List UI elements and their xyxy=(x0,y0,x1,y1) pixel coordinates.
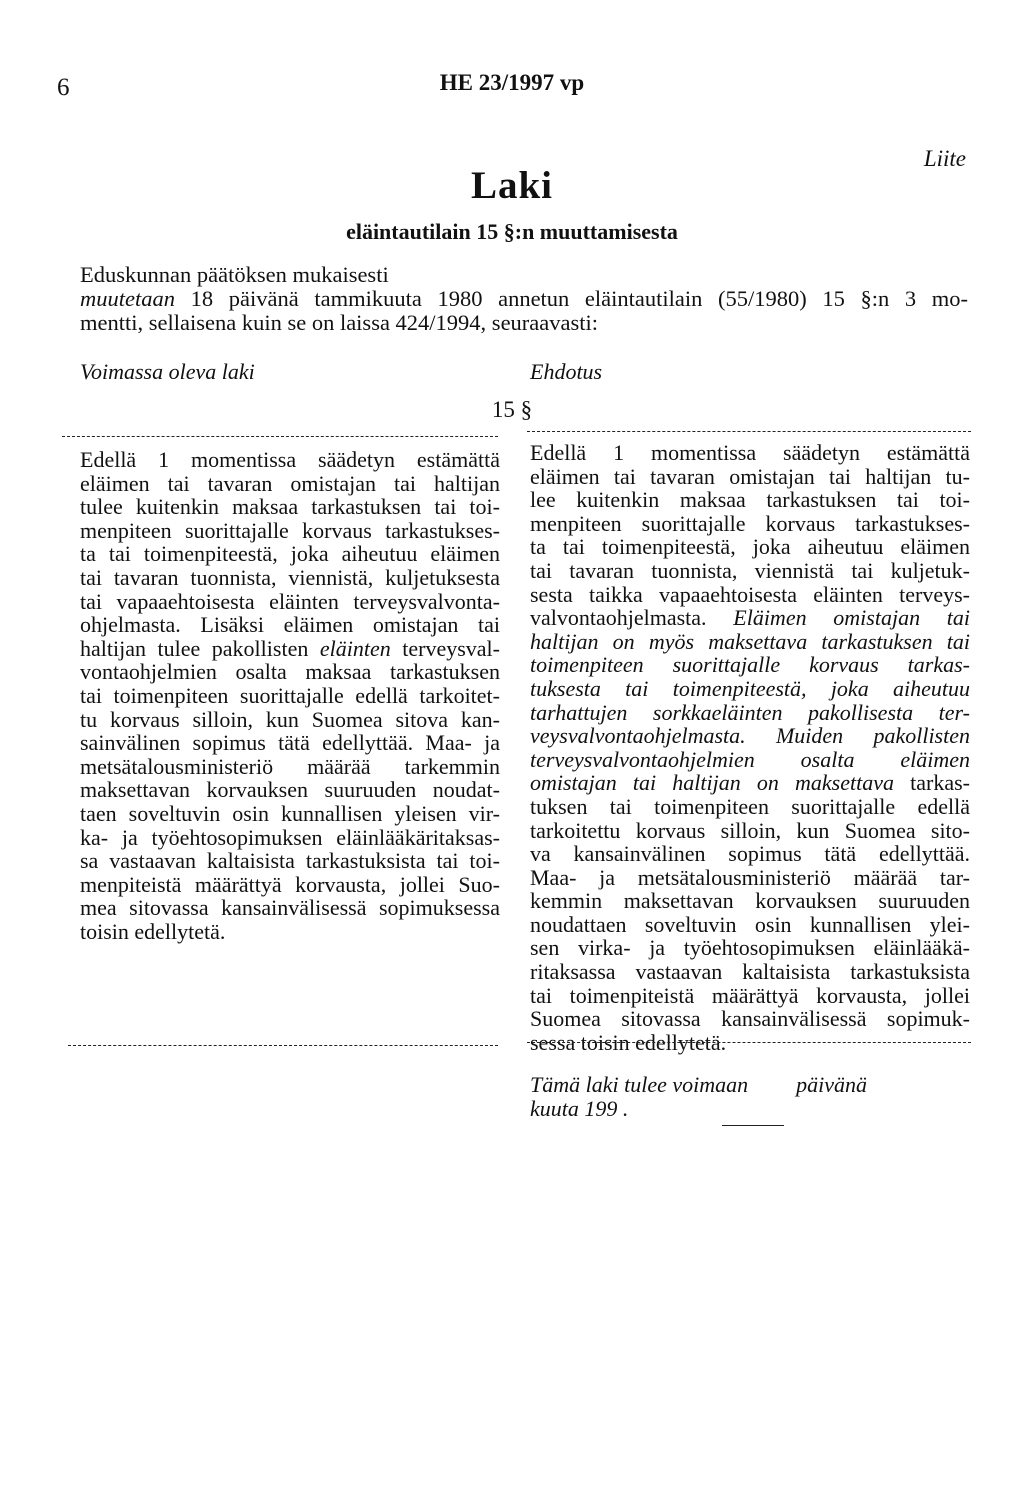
current-law-line: mea sitovassa kansainvälisessä sopimuksessa xyxy=(80,895,500,921)
current-law-line: tai toimenpiteen suorittajalle edellä tarkoitet- xyxy=(80,682,500,708)
current-law-line: taen soveltuvin osin kunnallisen yleisen vir- xyxy=(80,800,500,826)
current-law-line: toisin edellytetä. xyxy=(80,918,226,944)
proposal-line: menpiteen suorittajalle korvaus tarkastukses- xyxy=(530,510,970,536)
proposal-line: toimenpiteen suorittajalle korvaus tarkas- xyxy=(530,652,970,678)
intro-line: mentti, sellaisena kuin se on laissa 424/1994, seuraavasti: xyxy=(80,310,599,335)
proposal-line: eläimen tai tavaran omistajan tai haltijan tu- xyxy=(530,463,970,489)
proposal-line: ta tai toimenpiteestä, joka aiheutuu eläimen xyxy=(530,534,970,560)
proposal-line: valvontaohjelmasta. Eläimen omistajan tai xyxy=(530,605,970,631)
current-law-line: ta tai toimenpiteestä, joka aiheutuu eläimen xyxy=(80,541,500,567)
proposal-line: sessa toisin edellytetä. xyxy=(530,1029,727,1055)
proposal-line: ritaksassa vastaavan kaltaisista tarkastuksista xyxy=(530,959,970,985)
proposal-line: terveysvalvontaohjelmien osalta eläimen xyxy=(530,746,970,772)
entry-into-force xyxy=(530,1073,960,1121)
proposal-text xyxy=(530,441,970,1054)
current-law-line: ka- ja työehtosopimuksen eläinlääkäritaksas- xyxy=(80,824,500,850)
current-law-line: sa vastaavan kaltaisista tarkastuksista tai toi- xyxy=(80,848,500,874)
law-title: Laki xyxy=(470,164,554,207)
proposal-line: tarkoitettu korvaus silloin, kun Suomea sito- xyxy=(530,817,970,843)
right-top-divider xyxy=(527,431,971,432)
proposal-line: haltijan on myös maksettava tarkastuksen tai xyxy=(530,628,970,654)
current-law-line: Edellä 1 momentissa säädetyn estämättä xyxy=(80,447,500,472)
proposal-line: omistajan tai haltijan on maksettava tarkas- xyxy=(530,770,970,796)
proposal-line: tai toimenpiteistä määrättyä korvausta, jollei xyxy=(530,982,970,1008)
entry-into-force-line: kuuta 199 . xyxy=(530,1096,629,1121)
intro-line-rest: 18 päivänä tammikuuta 1980 annetun eläintautilain (55/1980) 15 §:n 3 mo- xyxy=(190,286,969,311)
page-number: 6 xyxy=(57,74,70,101)
intro-line: Eduskunnan päätöksen mukaisesti xyxy=(80,262,389,287)
current-law-line: tu korvaus silloin, kun Suomea sitova kan- xyxy=(80,706,500,732)
current-law-line: ohjelmasta. Lisäksi eläimen omistajan tai xyxy=(80,612,500,638)
column-heading-proposal: Ehdotus xyxy=(530,359,603,384)
left-bottom-divider xyxy=(68,1045,498,1046)
right-bottom-divider xyxy=(527,1042,971,1043)
running-head: HE 23/1997 vp xyxy=(439,70,585,95)
proposal-line: tarhattujen sorkkaeläinten pakollisesta ter- xyxy=(530,699,970,725)
current-law-line: eläimen tai tavaran omistajan tai haltijan xyxy=(80,470,500,496)
proposal-line: veysvalvontaohjelmasta. Muiden pakollisten xyxy=(530,723,970,749)
current-law-line: metsätalousministeriö määrää tarkemmin xyxy=(80,753,500,779)
proposal-line: tuksesta tai toimenpiteestä, joka aiheutuu xyxy=(530,675,970,701)
proposal-line: noudattaen soveltuvin osin kunnallisen ylei- xyxy=(530,911,970,937)
entry-into-force-part: Tämä laki tulee voimaan xyxy=(530,1072,749,1097)
proposal-line: Maa- ja metsätalousministeriö määrää tar- xyxy=(530,864,970,890)
current-law-line: tai vapaaehtoisesta eläinten terveysvalvonta- xyxy=(80,588,500,614)
intro-paragraph xyxy=(80,263,968,335)
current-law-line: menpiteen suorittajalle korvaus tarkastukses- xyxy=(80,517,500,543)
section-mark: 15 § xyxy=(491,397,533,422)
proposal-line: va kansainvälinen sopimus tätä edellyttää. xyxy=(530,841,970,867)
appendix-label: Liite xyxy=(923,146,966,171)
proposal-line: Edellä 1 momentissa säädetyn estämättä xyxy=(530,440,970,465)
current-law-line: haltijan tulee pakollisten eläinten terveysval- xyxy=(80,635,500,661)
column-heading-current-law: Voimassa oleva laki xyxy=(80,359,255,384)
entry-into-force-part: päivänä xyxy=(796,1072,868,1097)
closing-rule xyxy=(722,1125,784,1126)
current-law-line: maksettavan korvauksen suuruuden noudat- xyxy=(80,777,500,803)
current-law-line: vontaohjelmien osalta maksaa tarkastuksen xyxy=(80,659,500,685)
entry-into-force-line xyxy=(530,1073,960,1097)
current-law-line: menpiteistä määrättyä korvausta, jollei Suo- xyxy=(80,871,500,897)
current-law-text xyxy=(80,448,500,943)
proposal-line: sen virka- ja työehtosopimuksen eläinlääkä- xyxy=(530,935,970,961)
proposal-line: kemmin maksettavan korvauksen suuruuden xyxy=(530,888,970,914)
current-law-line: tai tavaran tuonnista, viennistä, kuljetuksesta xyxy=(80,564,500,590)
proposal-line: tai tavaran tuonnista, viennistä tai kuljetuk- xyxy=(530,557,970,583)
proposal-line: Suomea sitovassa kansainvälisessä sopimuk- xyxy=(530,1006,970,1032)
proposal-line: lee kuitenkin maksaa tarkastuksen tai toi- xyxy=(530,487,970,513)
law-subtitle: eläintautilain 15 §:n muuttamisesta xyxy=(346,219,678,244)
proposal-line: tuksen tai toimenpiteen suorittajalle edellä xyxy=(530,793,970,819)
intro-line: muutetaan 18 päivänä tammikuuta 1980 annetun eläintautilain (55/1980) 15 §:n 3 mo- xyxy=(80,286,969,311)
current-law-line: tulee kuitenkin maksaa tarkastuksen tai toi- xyxy=(80,494,500,520)
current-law-line: sainvälinen sopimus tätä edellyttää. Maa- ja xyxy=(80,730,500,756)
left-top-divider xyxy=(62,436,498,437)
proposal-line: sesta taikka vapaaehtoisesta eläinten terveys- xyxy=(530,581,970,607)
